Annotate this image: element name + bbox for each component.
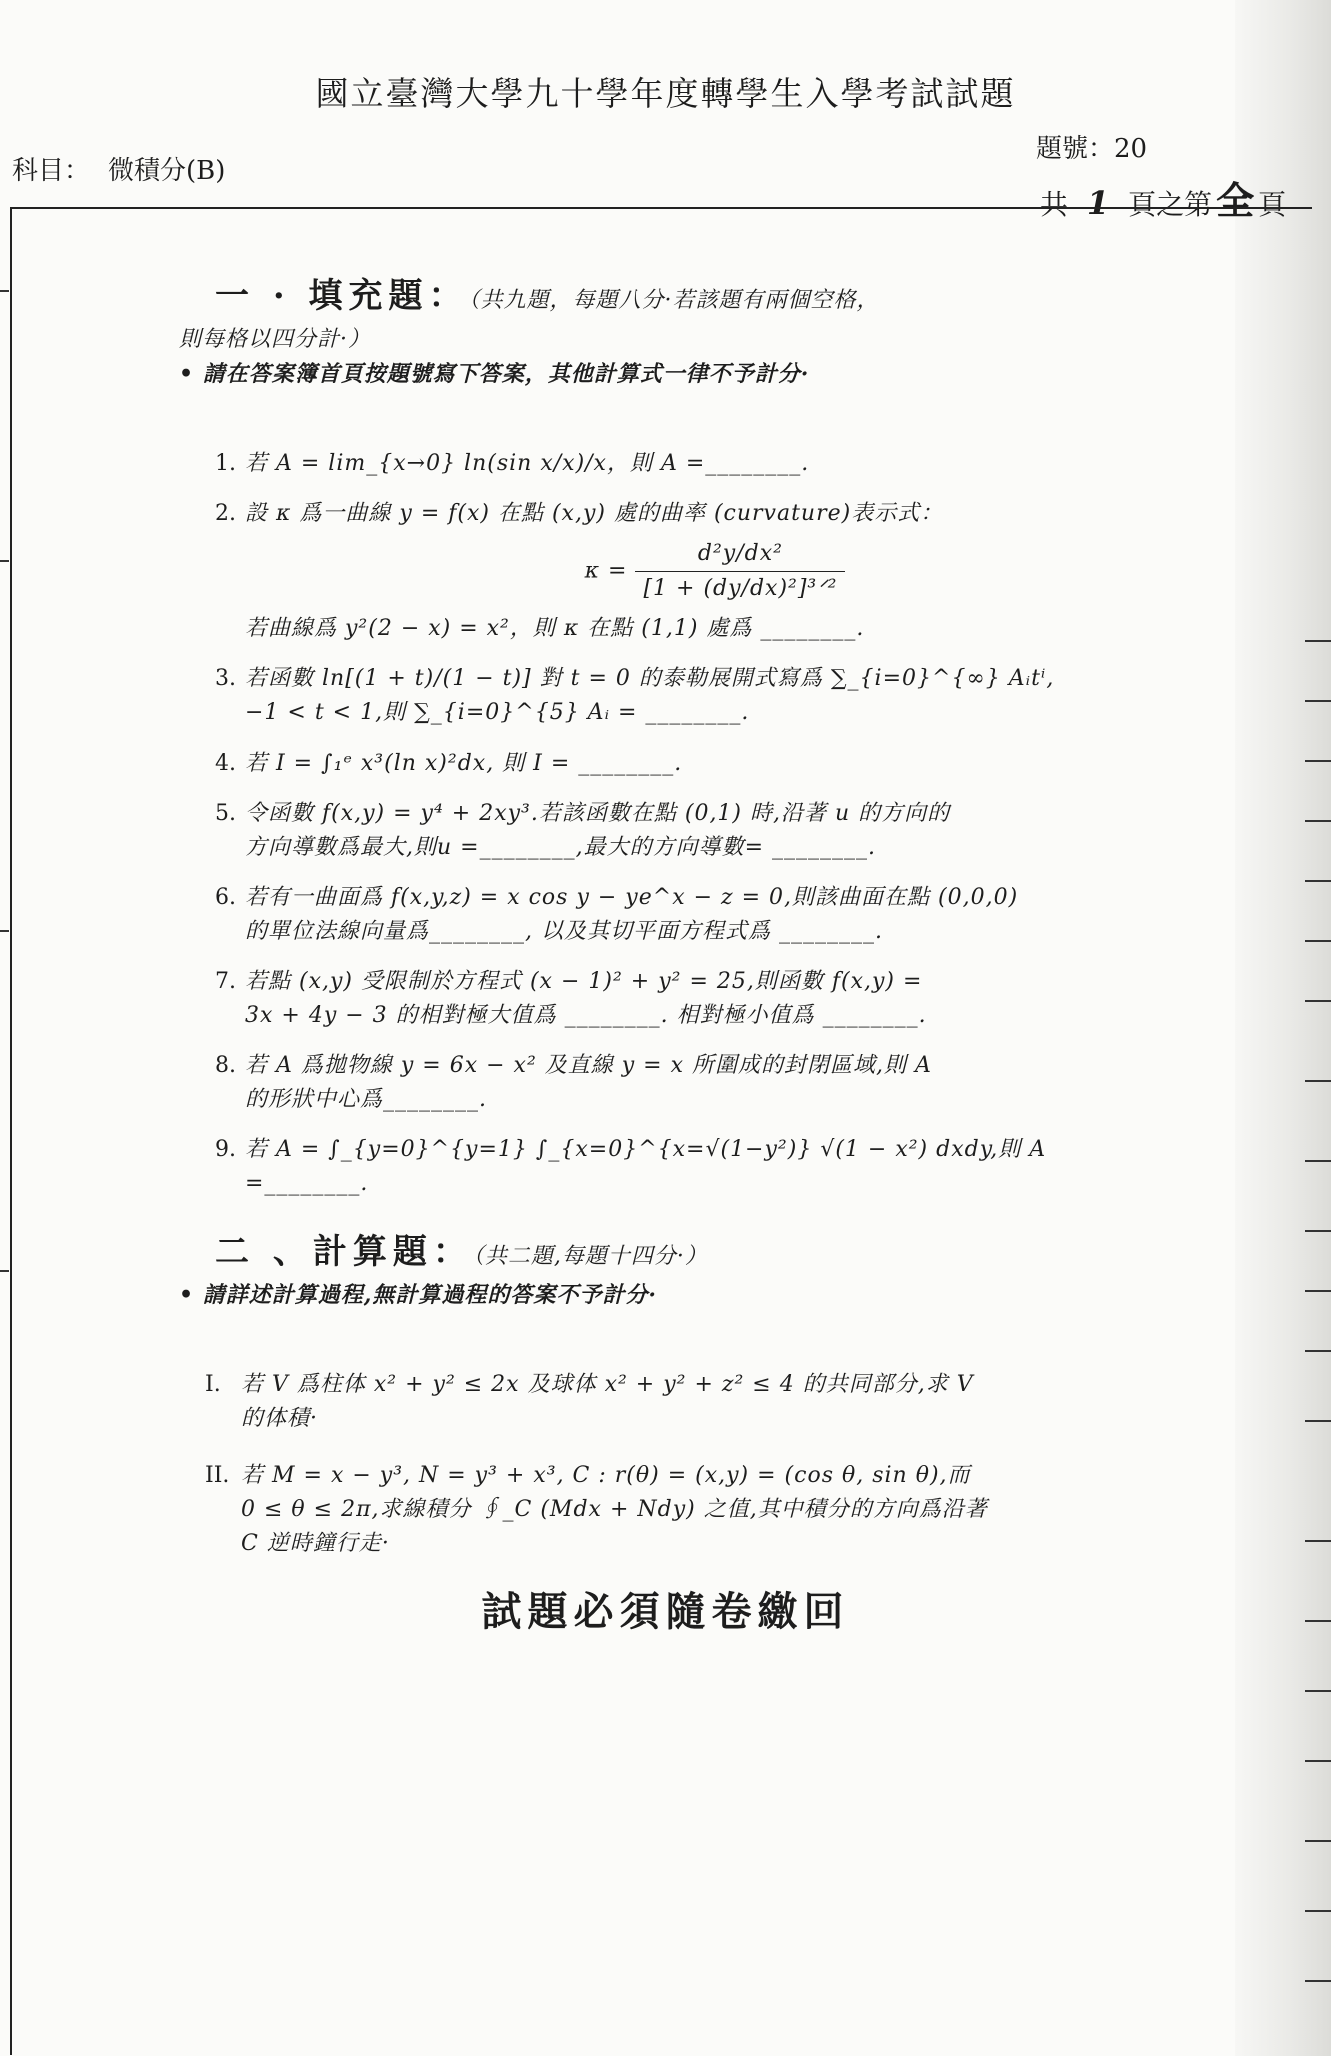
part1-heading [215,270,1095,323]
question-number-label: 6. [215,884,236,910]
question-1 [215,447,1095,481]
formula-lhs: κ = [584,558,628,584]
question-number-label: 4. [215,750,236,776]
question-text-cont: 的体積· [241,1406,318,1432]
question-text: 若 A 爲拋物線 y = 6x − x² 及直線 y = x 所圍成的封閉區域,則 A [245,1053,932,1079]
question-number-label: I. [205,1372,221,1398]
pages-middle: 頁之第 [1128,188,1213,221]
part1-instruction: • 請在答案簿首頁按題號寫下答案，其他計算式一律不予計分· [179,360,810,387]
question-4 [215,747,1095,781]
question-3 [215,662,1095,730]
question-2 [215,497,1095,646]
calc-question-1 [205,1368,1095,1436]
return-notice: 試題必須隨卷繳回 [481,1588,850,1635]
question-8 [215,1049,1095,1117]
part2-note: （共二題,每題十四分·） [472,1243,708,1269]
curvature-formula [335,537,1095,606]
question-5 [215,797,1095,865]
question-text: 若 M = x − y³, N = y³ + x³, C : r(θ) = (x,y) = (cos θ, sin θ),而 [241,1462,971,1488]
subject-value: 微積分(B) [108,156,226,186]
part1-note-cont: 則每格以四分計·） [179,326,371,352]
exam-content [179,270,1095,1561]
question-number-label: 5. [215,800,236,826]
question-text-cont: −1 < t < 1,則 ∑_{i=0}^{5} Aᵢ = ________. [245,700,750,726]
question-number-label: II. [205,1462,230,1488]
margin-tick [0,290,9,292]
part2-title: 二 、計算題： [215,1231,473,1272]
pages-current: 全 [1216,178,1255,223]
question-text: 若 A = ∫_{y=0}^{y=1} ∫_{x=0}^{x=√(1−y²)} √(1 − x²) dxdy,則 A =________. [245,1137,1047,1197]
question-number-label: 1. [215,450,236,476]
question-number-label: 7. [215,969,236,994]
question-number-label: 3. [215,666,236,692]
question-text: 若 I = ∫₁ᵉ x³(ln x)²dx, 則 I = ________. [245,750,683,776]
pages-suffix: 頁 [1258,188,1287,221]
question-text-cont: 3x + 4y − 3 的相對極大值爲 ________. 相對極小值爲 ________. [245,1003,927,1029]
question-text-cont: 0 ≤ θ ≤ 2π,求線積分 ∮_C (Mdx + Ndy) 之值,其中積分的方向爲沿著 [241,1496,988,1522]
subject [12,150,225,187]
question-9 [215,1133,1095,1201]
question-text: 若函數 ln[(1 + t)/(1 − t)] 對 t = 0 的泰勒展開式寫爲 ∑_{i=0}^{∞} Aᵢtⁱ, [245,666,1055,692]
question-text: 若點 (x,y) 受限制於方程式 (x − 1)² + y² = 25,則函數 f(x,y) = [245,969,923,994]
margin-tick [0,1270,9,1272]
question-number: 題號：20 [1036,134,1148,164]
question-number-label: 8. [215,1053,236,1079]
margin-tick [0,930,9,932]
question-6 [215,881,1095,949]
part1-note: （共九題，每題八分·若該題有兩個空格， [468,288,880,313]
formula-fraction [635,537,845,606]
question-text: 若 V 爲柱体 x² + y² ≤ 2x 及球体 x² + y² + z² ≤ 4 的共同部分,求 V [241,1372,974,1398]
part2-instruction: • 請詳述計算過程,無計算過程的答案不予計分· [179,1282,658,1309]
formula-numerator: d²y/dx² [635,537,845,572]
pages-total: 1 [1086,184,1110,222]
subject-label: 科目： [12,156,91,186]
question-text-cont: 的單位法線向量爲________, 以及其切平面方程式爲 ________. [245,918,883,944]
question-text-cont: 的形狀中心爲________. [245,1087,487,1113]
formula-denominator: [1 + (dy/dx)²]³ᐟ² [643,576,838,602]
question-7 [215,965,1095,1033]
pages-prefix: 共 [1040,188,1069,221]
margin-tick [0,560,9,562]
question-text: 若 A = lim_{x→0} ln(sin x/x)/x，則 A =________. [245,450,810,476]
question-text: 令函數 f(x,y) = y⁴ + 2xy³.若該函數在點 (0,1) 時,沿著 u 的方向的 [245,800,951,826]
question-text: 設 κ 爲一曲線 y = f(x) 在點 (x,y) 處的曲率 (curvature)表示式： [245,500,944,526]
question-text-cont: 若曲線爲 y²(2 − x) = x²，則 κ 在點 (1,1) 處爲 ________. [245,616,865,642]
calc-question-2 [205,1459,1095,1561]
exam-title: 國立臺灣大學九十學年度轉學生入學考試試題 [315,74,1016,113]
part2-heading [215,1226,1095,1279]
question-text-cont: C 逆時鐘行走· [241,1530,390,1556]
question-number-label: 2. [215,500,236,526]
question-text-cont: 方向導數爲最大,則u =________,最大的方向導數= ________. [245,834,877,860]
question-text: 若有一曲面爲 f(x,y,z) = x cos y − ye^x − z = 0,則該曲面在點 (0,0,0) [245,884,1019,910]
part1-title: 一 · 填充題： [215,276,469,316]
question-number-label: 9. [215,1137,236,1163]
